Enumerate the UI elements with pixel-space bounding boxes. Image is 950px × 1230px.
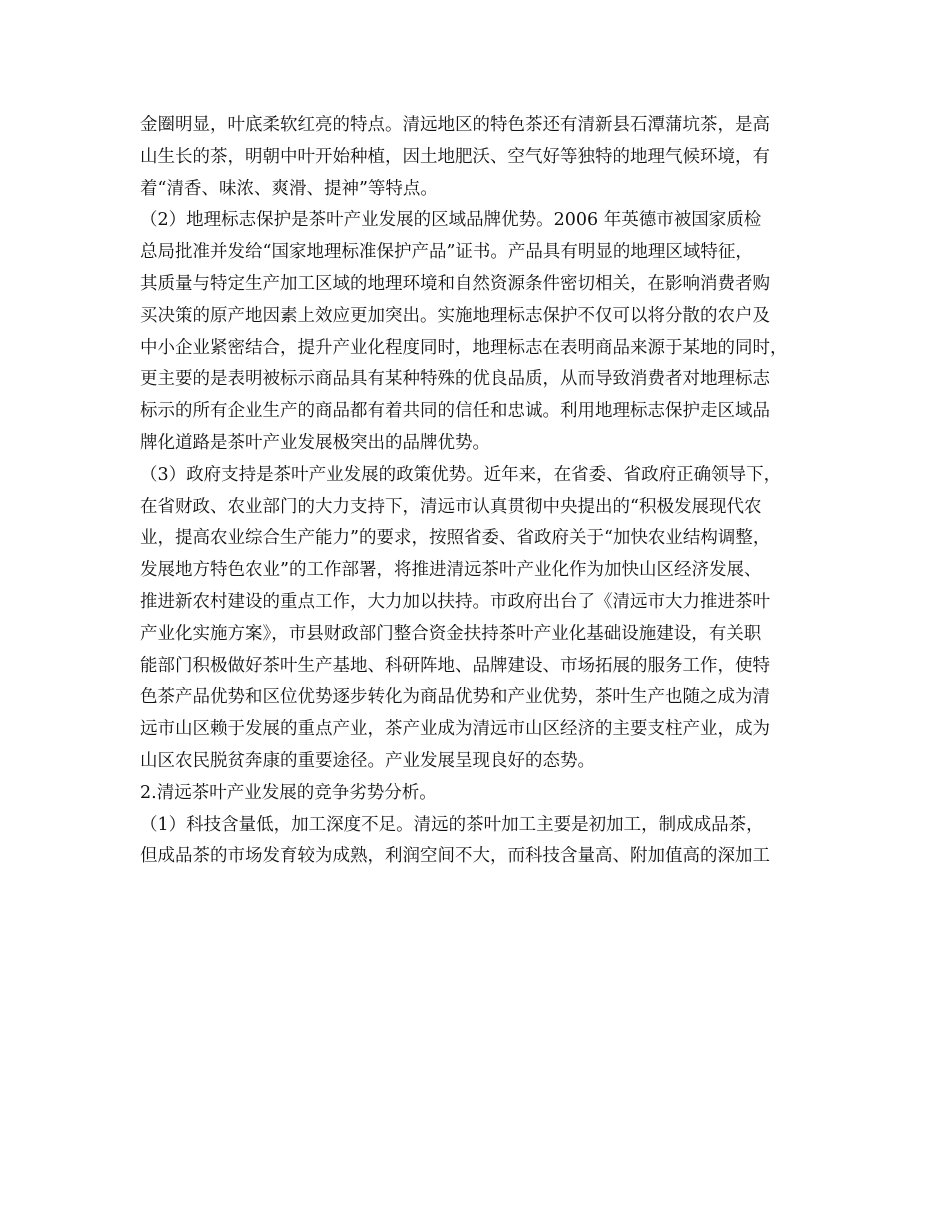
text-line: 产业化实施方案》，市县财政部门整合资金扶持茶叶产业化基础设施建设，有关职 xyxy=(140,623,762,644)
text-line: 推进新农村建设的重点工作，大力加以扶持。市政府出台了《清远市大力推进茶叶 xyxy=(140,591,770,612)
text-line: 山区农民脱贫奔康的重要途径。产业发展呈现良好的态势。 xyxy=(140,750,595,771)
text-line: 色茶产品优势和区位优势逐步转化为商品优势和产业优势，茶叶生产也随之成为清 xyxy=(140,687,770,708)
text-line: 金圈明显，叶底柔软红亮的特点。清远地区的特色茶还有清新县石潭蒲坑茶，是高 xyxy=(140,115,770,135)
text-line: 中小企业紧密结合，提升产业化程度同时，地理标志在表明商品来源于某地的同时， xyxy=(140,337,788,358)
text-line: 发展地方特色农业”的工作部署，将推进清远茶叶产业化作为加快山区经济发展、 xyxy=(140,560,762,581)
text-line: 能部门积极做好茶叶生产基地、科研阵地、品牌建设、市场拓展的服务工作，使特 xyxy=(140,655,770,676)
text-line: 买决策的原产地因素上效应更加突出。实施地理标志保护不仅可以将分散的农户及 xyxy=(140,305,770,326)
text-line: 远市山区赖于发展的重点产业，茶产业成为清远市山区经济的主要支柱产业，成为 xyxy=(140,719,770,740)
text-line: 在省财政、农业部门的大力支持下，清远市认真贯彻中央提出的“积极发展现代农 xyxy=(140,496,762,517)
text-line: 更主要的是表明被标示商品具有某种特殊的优良品质，从而导致消费者对地理标志 xyxy=(140,369,770,390)
text-line: 总局批准并发给“国家地理标准保护产品”证书。产品具有明显的地理区域特征， xyxy=(140,242,753,263)
text-line: 但成品茶的市场发育较为成熟，利润空间不大，而科技含量高、附加值高的深加工 xyxy=(140,846,770,867)
text-line: 业，提高农业综合生产能力”的要求，按照省委、省政府关于“加快农业结构调整， xyxy=(140,528,771,549)
text-line: （3）政府支持是茶叶产业发展的政策优势。近年来，在省委、省政府正确领导下， xyxy=(140,464,782,485)
text-line: 牌化道路是茶叶产业发展极突出的品牌优势。 xyxy=(140,432,490,453)
text-line: 其质量与特定生产加工区域的地理环境和自然资源条件密切相关，在影响消费者购 xyxy=(140,273,770,294)
text-line: 标示的所有企业生产的商品都有着共同的信任和忠诚。利用地理标志保护走区域品 xyxy=(140,401,770,422)
section-heading: 2.清远茶叶产业发展的竞争劣势分析。 xyxy=(140,782,437,803)
text-line: 山生长的茶，明朝中叶开始种植，因土地肥沃、空气好等独特的地理气候环境，有 xyxy=(140,146,770,167)
text-line: （1）科技含量低，加工深度不足。清远的茶叶加工主要是初加工，制成成品茶， xyxy=(140,814,764,835)
body-text xyxy=(140,110,830,873)
text-line: （2）地理标志保护是茶叶产业发展的区域品牌优势。2006 年英德市被国家质检 xyxy=(140,210,762,231)
text-line: 着“清香、味浓、爽滑、提神”等特点。 xyxy=(140,178,438,199)
